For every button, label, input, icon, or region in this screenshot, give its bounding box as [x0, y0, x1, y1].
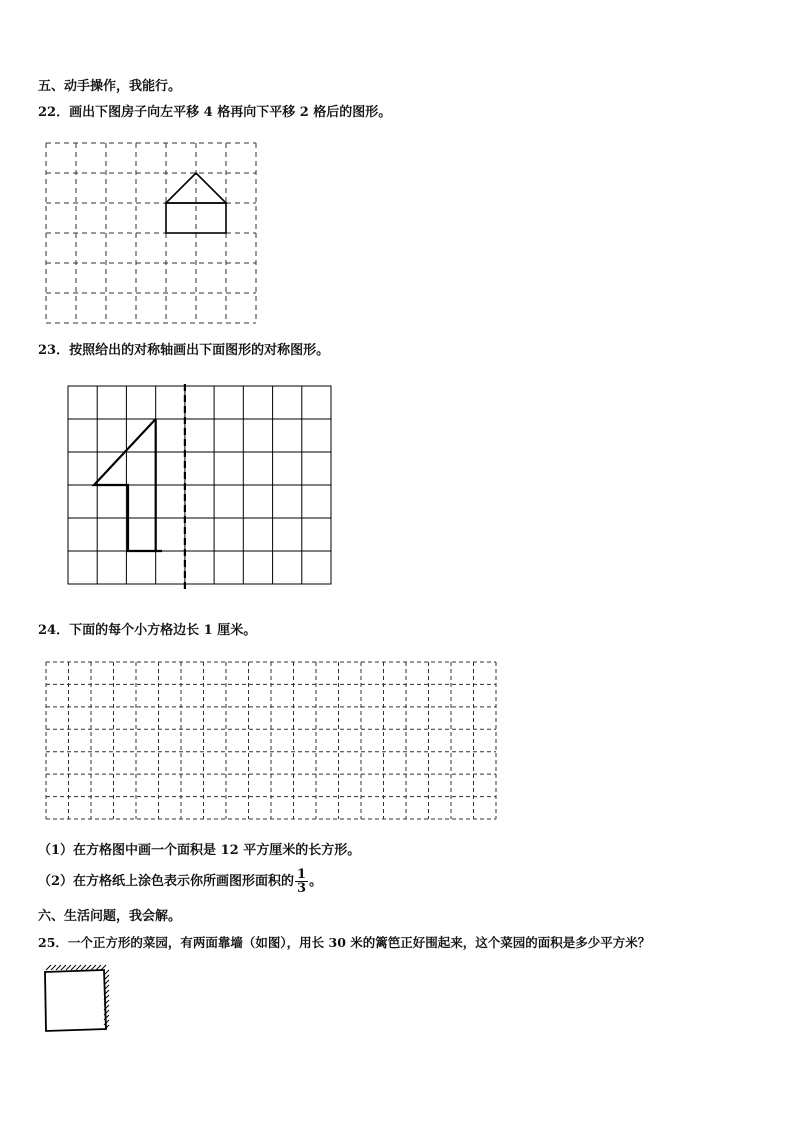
fraction-numerator: 1 [297, 867, 307, 882]
q24-area-grid [42, 658, 502, 824]
wall-hatching [46, 965, 109, 1030]
section-5-title: 五、动手操作，我能行。 [38, 79, 182, 94]
question-24-part-2 [38, 866, 322, 898]
part-2-text: （2）在方格纸上涂色表示你所画图形面积的 [38, 874, 295, 889]
section-6-title: 六、生活问题，我会解。 [38, 909, 182, 924]
q24-dashed-grid [46, 662, 496, 819]
fraction-one-third [295, 868, 308, 895]
q23-symmetry-grid [60, 380, 340, 595]
fraction-denominator: 3 [297, 881, 307, 896]
part-2-end: 。 [309, 874, 323, 889]
question-22-text: 22．画出下图房子向左平移 4 格再向下平移 2 格后的图形。 [38, 105, 392, 120]
garden-diagram [38, 962, 112, 1036]
question-24-part-1: （1）在方格图中画一个面积是 12 平方厘米的长方形。 [38, 843, 361, 858]
garden-square [45, 970, 106, 1031]
question-25-text: 25．一个正方形的菜园，有两面靠墙（如图），用长 30 米的篱笆正好围起来，这个菜园的面积是多少平方米？ [38, 935, 651, 950]
question-23-text: 23．按照给出的对称轴画出下面图形的对称图形。 [38, 343, 330, 358]
q22-house-grid [40, 137, 265, 329]
question-24-text: 24．下面的每个小方格边长 1 厘米。 [38, 623, 257, 638]
